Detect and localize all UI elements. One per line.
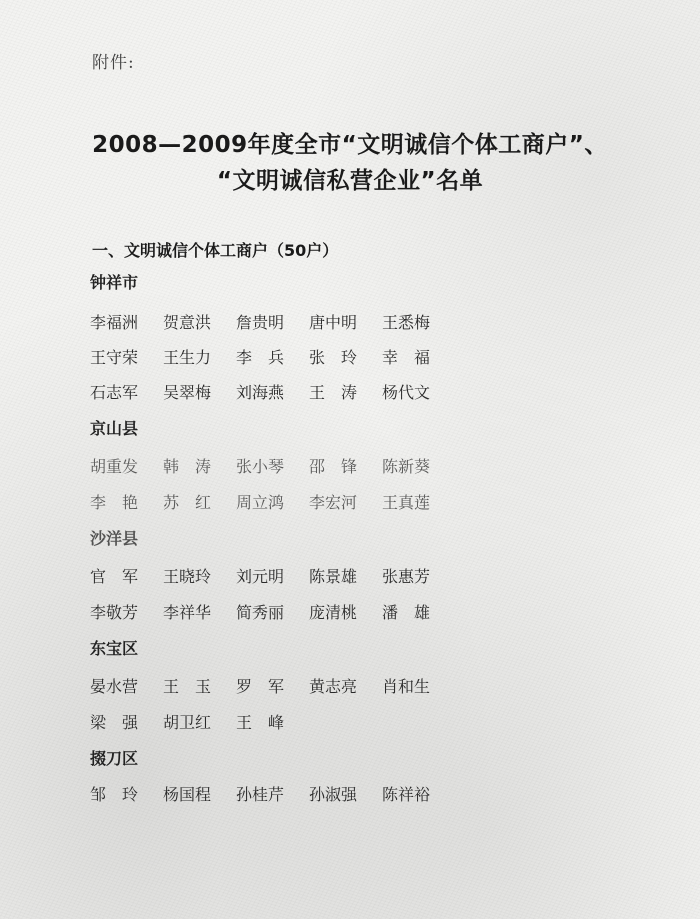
section-heading: 一、文明诚信个体工商户（50户） [92,241,339,260]
person-name: 刘海燕 [236,383,285,402]
name-row [90,345,455,373]
person-name: 黄志亮 [309,677,358,696]
person-name: 潘 雄 [382,603,431,622]
person-name: 胡卫红 [163,713,212,732]
person-name: 简秀丽 [236,603,285,622]
person-name: 吴翠梅 [163,383,212,402]
person-name: 罗 军 [236,677,285,696]
person-name: 李福洲 [90,313,139,332]
person-name: 邹 玲 [90,785,139,804]
person-name: 官 军 [90,567,139,586]
person-name: 张小琴 [236,457,285,476]
person-name: 庞清桃 [309,603,358,622]
person-name: 唐中明 [309,313,358,332]
person-name: 王 玉 [163,677,212,696]
person-name: 张 玲 [309,348,358,367]
name-row [90,380,455,408]
person-name: 王悉梅 [382,313,431,332]
name-row [90,490,455,518]
name-row [90,674,455,702]
name-row [90,454,455,482]
person-name: 王 峰 [236,713,285,732]
district-heading: 钟祥市 [90,273,139,292]
person-name: 刘元明 [236,567,285,586]
person-name: 李祥华 [163,603,212,622]
person-name: 王晓玲 [163,567,212,586]
person-name: 王守荣 [90,348,139,367]
person-name: 梁 强 [90,713,139,732]
attachment-label: 附件: [92,53,135,73]
person-name: 杨国程 [163,785,212,804]
person-name: 杨代文 [382,383,431,402]
person-name: 陈景雄 [309,567,358,586]
person-name: 胡重发 [90,457,139,476]
document-title-line-2: “文明诚信私营企业”名单 [216,168,484,194]
person-name: 韩 涛 [163,457,212,476]
name-row [90,782,455,810]
person-name: 王真莲 [382,493,431,512]
person-name: 贺意洪 [163,313,212,332]
person-name: 周立鸿 [236,493,285,512]
name-row [90,600,455,628]
person-name: 李宏河 [309,493,358,512]
person-name: 晏水营 [90,677,139,696]
person-name: 李 艳 [90,493,139,512]
person-name: 李敬芳 [90,603,139,622]
person-name: 陈祥裕 [382,785,431,804]
document-title-line-1: 2008—2009年度全市“文明诚信个体工商户”、 [92,132,608,158]
person-name: 王 涛 [309,383,358,402]
person-name: 詹贵明 [236,313,285,332]
person-name: 幸 福 [382,348,431,367]
person-name: 孙淑强 [309,785,358,804]
name-row [90,710,309,738]
district-heading: 掇刀区 [90,749,139,768]
person-name: 王生力 [163,348,212,367]
district-heading: 京山县 [90,419,139,438]
person-name: 孙桂芹 [236,785,285,804]
person-name: 陈新葵 [382,457,431,476]
person-name: 苏 红 [163,493,212,512]
person-name: 肖和生 [382,677,431,696]
district-heading: 东宝区 [90,639,139,658]
district-heading: 沙洋县 [90,529,139,548]
person-name: 邵 锋 [309,457,358,476]
person-name: 张惠芳 [382,567,431,586]
name-row [90,310,455,338]
name-row [90,564,455,592]
person-name: 李 兵 [236,348,285,367]
person-name: 石志军 [90,383,139,402]
